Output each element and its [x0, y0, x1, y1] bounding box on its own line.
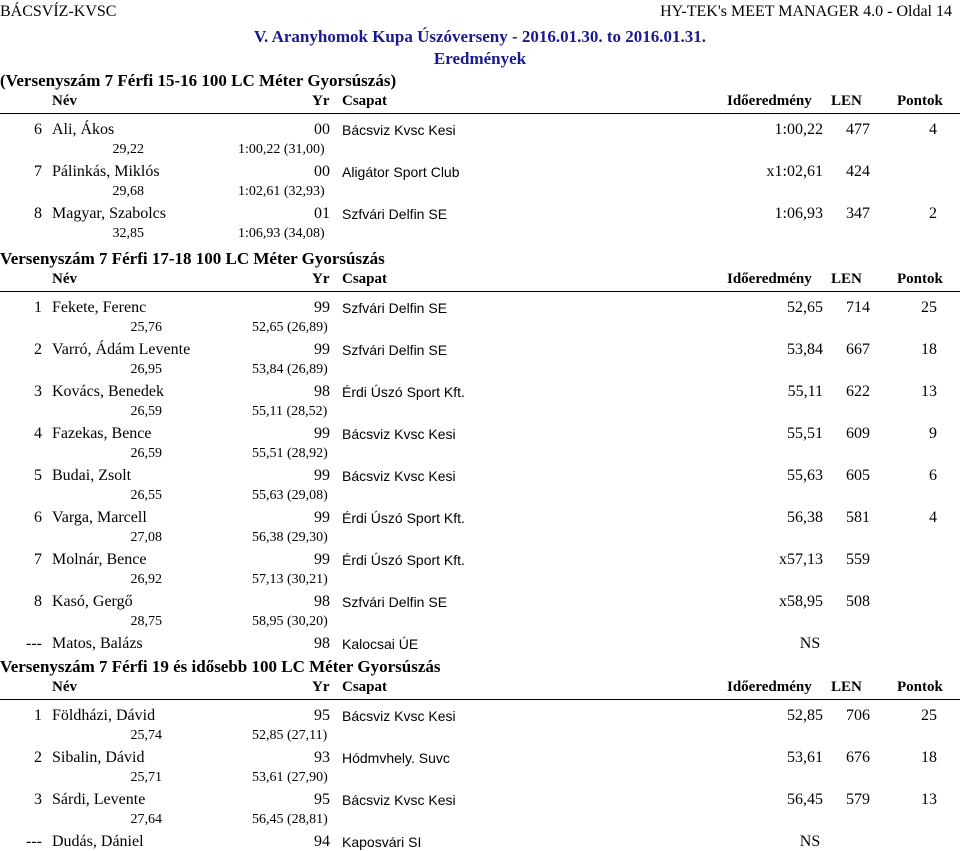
fina-points: 622: [846, 383, 870, 400]
birth-year: 99: [314, 341, 330, 358]
place-points: 4: [929, 121, 937, 138]
split-100: 53,61 (27,90): [252, 770, 328, 785]
fina-points: 667: [846, 341, 870, 358]
swimmer-name: Varga, Marcell: [52, 509, 147, 526]
fina-points: 714: [846, 299, 870, 316]
event-title: Versenyszám 7 Férfi 17-18 100 LC Méter Gyorsúszás: [0, 249, 385, 268]
column-header-points: Pontok: [897, 93, 943, 109]
column-header-yr: Yr: [312, 679, 330, 695]
swimmer-name: Magyar, Szabolcs: [52, 205, 166, 222]
team-name: Bácsviz Kvsc Kesi: [342, 122, 456, 138]
split-100: 56,38 (29,30): [252, 530, 328, 545]
team-name: Érdi Úszó Sport Kft.: [342, 510, 465, 526]
fina-points: 559: [846, 551, 870, 568]
column-header-yr: Yr: [312, 271, 330, 287]
column-header-yr: Yr: [312, 93, 330, 109]
swimmer-name: Sárdi, Levente: [52, 791, 146, 808]
split-100: 52,85 (27,11): [252, 728, 328, 743]
place-points: 18: [921, 341, 937, 358]
results-heading: Eredmények: [433, 49, 527, 68]
birth-year: 98: [314, 383, 330, 400]
birth-year: 94: [314, 833, 330, 850]
split-50: 25,71: [130, 770, 162, 785]
fina-points: 609: [846, 425, 870, 442]
result-time: 53,61: [787, 749, 823, 766]
split-100: 55,11 (28,52): [252, 404, 328, 419]
place: 1: [34, 299, 42, 316]
split-100: 56,45 (28,81): [252, 812, 328, 827]
split-50: 32,85: [112, 226, 144, 241]
split-50: 26,92: [130, 572, 162, 587]
place: ---: [26, 635, 42, 652]
result-time: 55,11: [787, 383, 823, 400]
fina-points: 424: [846, 163, 870, 180]
swimmer-name: Fekete, Ferenc: [52, 299, 147, 316]
place-points: 9: [929, 425, 937, 442]
team-name: Szfvári Delfin SE: [342, 206, 448, 222]
column-header-points: Pontok: [897, 679, 943, 695]
team-name: Bácsviz Kvsc Kesi: [342, 792, 456, 808]
place-points: 18: [921, 749, 937, 766]
split-100: 52,65 (26,89): [252, 320, 328, 335]
team-name: Érdi Úszó Sport Kft.: [342, 384, 465, 400]
result-time: NS: [799, 635, 821, 652]
team-name: Bácsviz Kvsc Kesi: [342, 708, 456, 724]
swimmer-name: Molnár, Bence: [52, 551, 147, 568]
team-name: Kaposvári SI: [342, 834, 422, 850]
place-points: 13: [921, 383, 937, 400]
place: 8: [34, 593, 42, 610]
split-50: 29,68: [112, 184, 144, 199]
team-name: Bácsviz Kvsc Kesi: [342, 468, 456, 484]
column-header-team: Csapat: [342, 679, 388, 695]
header-rule: [0, 291, 960, 292]
column-header-time: Időeredmény: [727, 679, 812, 695]
birth-year: 99: [314, 299, 330, 316]
fina-points: 706: [846, 707, 870, 724]
place-points: 2: [929, 205, 937, 222]
column-header-time: Időeredmény: [727, 271, 812, 287]
swimmer-name: Fazekas, Bence: [52, 425, 152, 442]
split-50: 28,75: [130, 614, 162, 629]
birth-year: 93: [314, 749, 330, 766]
place: 3: [34, 383, 42, 400]
birth-year: 99: [314, 509, 330, 526]
team-name: Érdi Úszó Sport Kft.: [342, 552, 465, 568]
place: ---: [26, 833, 42, 850]
swimmer-name: Matos, Balázs: [52, 635, 143, 652]
split-50: 25,76: [130, 320, 162, 335]
birth-year: 01: [314, 205, 330, 222]
split-100: 58,95 (30,20): [252, 614, 328, 629]
birth-year: 98: [314, 593, 330, 610]
team-name: Szfvári Delfin SE: [342, 594, 448, 610]
place: 7: [34, 551, 42, 568]
place-points: 13: [921, 791, 937, 808]
birth-year: 00: [314, 121, 330, 138]
result-time: x58,95: [779, 593, 823, 610]
event-title: Versenyszám 7 Férfi 19 és idősebb 100 LC Méter Gyorsúszás: [0, 657, 441, 676]
birth-year: 99: [314, 425, 330, 442]
swimmer-name: Ali, Ákos: [52, 121, 115, 138]
split-100: 1:02,61 (32,93): [238, 184, 325, 199]
column-header-name: Név: [52, 679, 77, 695]
place: 2: [34, 749, 42, 766]
place: 4: [34, 425, 42, 442]
column-header-team: Csapat: [342, 93, 388, 109]
fina-points: 676: [846, 749, 870, 766]
fina-points: 477: [846, 121, 870, 138]
place: 5: [34, 467, 42, 484]
result-time: 52,65: [787, 299, 823, 316]
column-header-fina: LEN: [831, 679, 862, 695]
column-header-fina: LEN: [831, 93, 862, 109]
place: 8: [34, 205, 42, 222]
fina-points: 347: [846, 205, 870, 222]
split-50: 25,74: [130, 728, 162, 743]
split-100: 1:00,22 (31,00): [238, 142, 325, 157]
place: 6: [34, 121, 42, 138]
team-name: Aligátor Sport Club: [342, 164, 460, 180]
result-time: 56,45: [787, 791, 823, 808]
result-time: 1:00,22: [774, 121, 823, 138]
split-50: 26,59: [130, 446, 162, 461]
place: 3: [34, 791, 42, 808]
team-name: Bácsviz Kvsc Kesi: [342, 426, 456, 442]
swimmer-name: Kovács, Benedek: [52, 383, 164, 400]
team-name: Hódmvhely. Suvc: [342, 750, 450, 766]
birth-year: 95: [314, 707, 330, 724]
result-time: x1:02,61: [766, 163, 823, 180]
result-time: 56,38: [787, 509, 823, 526]
result-time: 55,63: [787, 467, 823, 484]
column-header-time: Időeredmény: [727, 93, 812, 109]
swimmer-name: Földházi, Dávid: [52, 707, 156, 724]
header-left-text: BÁCSVÍZ-KVSC: [0, 3, 117, 20]
place: 7: [34, 163, 42, 180]
swimmer-name: Budai, Zsolt: [52, 467, 132, 484]
birth-year: 99: [314, 551, 330, 568]
split-50: 26,59: [130, 404, 162, 419]
split-100: 1:06,93 (34,08): [238, 226, 325, 241]
event-title: (Versenyszám 7 Férfi 15-16 100 LC Méter Gyorsúszás): [0, 71, 397, 90]
place-points: 6: [929, 467, 937, 484]
header-right-text: HY-TEK's MEET MANAGER 4.0 - Oldal 14: [660, 3, 952, 20]
swimmer-name: Varró, Ádám Levente: [52, 341, 191, 358]
team-name: Szfvári Delfin SE: [342, 342, 448, 358]
column-header-points: Pontok: [897, 271, 943, 287]
column-header-team: Csapat: [342, 271, 388, 287]
swimmer-name: Sibalin, Dávid: [52, 749, 145, 766]
fina-points: 605: [846, 467, 870, 484]
place-points: 4: [929, 509, 937, 526]
place-points: 25: [921, 707, 937, 724]
split-50: 29,22: [112, 142, 144, 157]
split-50: 27,08: [130, 530, 162, 545]
result-time: 53,84: [787, 341, 823, 358]
column-header-name: Név: [52, 271, 77, 287]
split-100: 53,84 (26,89): [252, 362, 328, 377]
birth-year: 95: [314, 791, 330, 808]
place: 2: [34, 341, 42, 358]
team-name: Kalocsai ÚE: [342, 636, 419, 652]
split-50: 26,95: [130, 362, 162, 377]
result-time: 1:06,93: [774, 205, 823, 222]
place-points: 25: [921, 299, 937, 316]
header-rule: [0, 699, 960, 700]
result-time: 52,85: [787, 707, 823, 724]
birth-year: 98: [314, 635, 330, 652]
fina-points: 581: [846, 509, 870, 526]
birth-year: 99: [314, 467, 330, 484]
result-time: x57,13: [779, 551, 823, 568]
swimmer-name: Kasó, Gergő: [52, 593, 133, 610]
place: 6: [34, 509, 42, 526]
split-100: 57,13 (30,21): [252, 572, 328, 587]
header-rule: [0, 113, 960, 114]
result-time: 55,51: [787, 425, 823, 442]
split-50: 26,55: [130, 488, 162, 503]
result-time: NS: [799, 833, 821, 850]
split-100: 55,63 (29,08): [252, 488, 328, 503]
split-50: 27,64: [130, 812, 162, 827]
birth-year: 00: [314, 163, 330, 180]
team-name: Szfvári Delfin SE: [342, 300, 448, 316]
column-header-fina: LEN: [831, 271, 862, 287]
place: 1: [34, 707, 42, 724]
swimmer-name: Pálinkás, Miklós: [52, 163, 160, 180]
fina-points: 579: [846, 791, 870, 808]
column-header-name: Név: [52, 93, 77, 109]
swimmer-name: Dudás, Dániel: [52, 833, 144, 850]
meet-title: V. Aranyhomok Kupa Úszóverseny - 2016.01.30. to 2016.01.31.: [253, 27, 707, 46]
fina-points: 508: [846, 593, 870, 610]
split-100: 55,51 (28,92): [252, 446, 328, 461]
